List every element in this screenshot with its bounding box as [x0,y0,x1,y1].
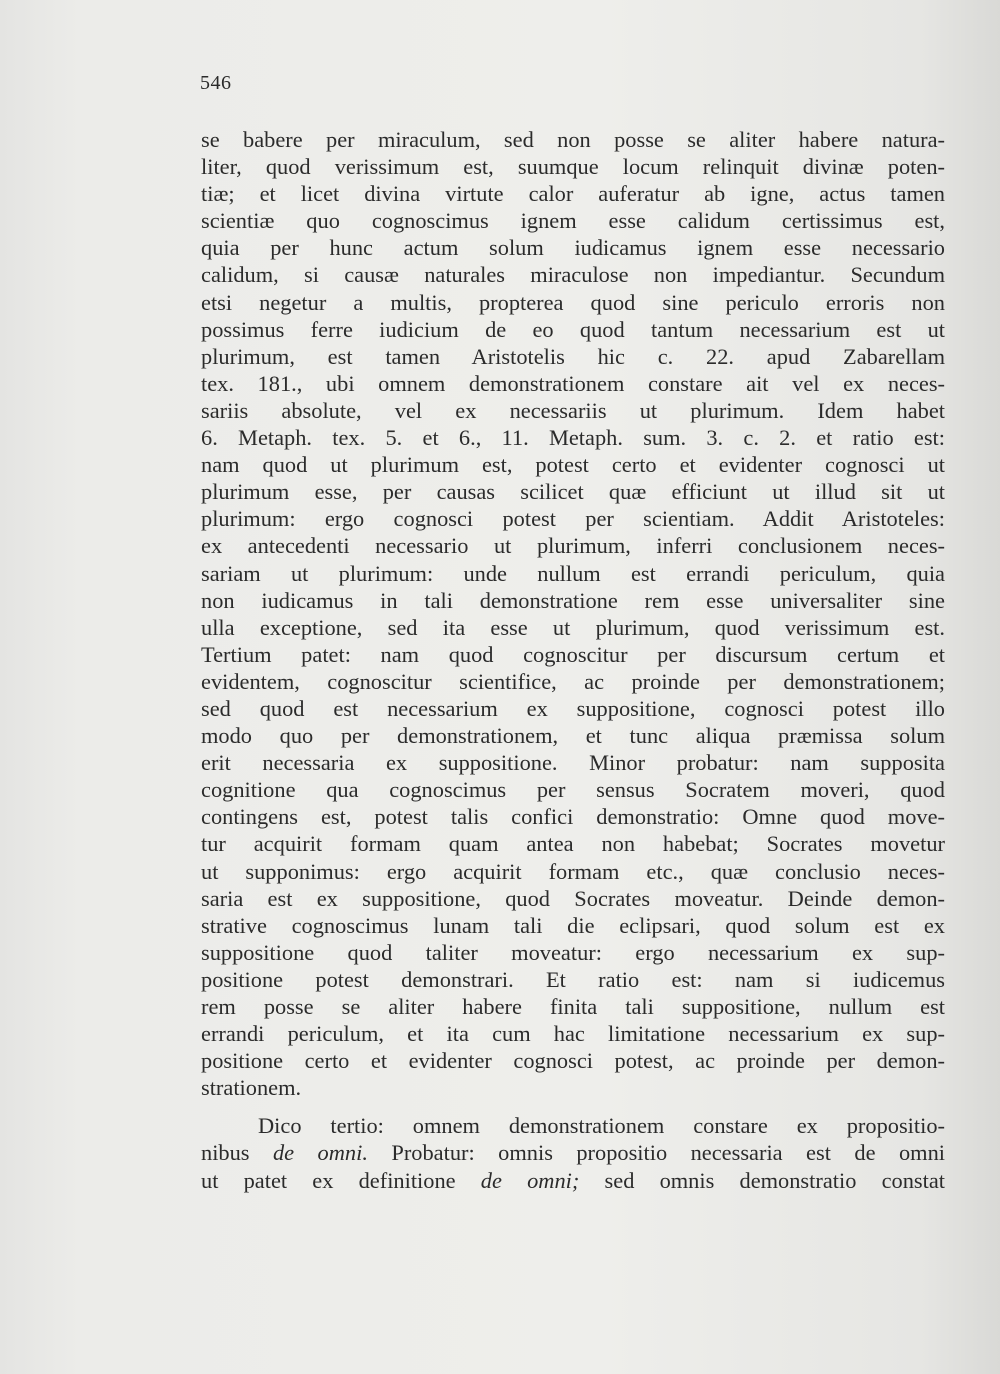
text-run: Probatur: omnis propositio necessaria est de omni [367,1140,945,1166]
text-line: evidentem, cognoscitur scientifice, ac proinde per demonstrationem; [201,668,945,694]
text-line: erit necessaria ex suppositione. Minor probatur: nam supposita [201,750,945,776]
text-line: Tertium patet: nam quod cognoscitur per discursum certum et [201,641,945,667]
text-run: nibus [201,1140,273,1166]
text-line: etsi negetur a multis, propterea quod sine periculo erroris non [201,289,945,315]
text-line: sed quod est necessarium ex suppositione, cognosci potest illo [201,695,945,721]
text-line: se babere per miraculum, sed non posse se aliter habere natura- [201,127,945,152]
text-line: strationem. [201,1075,302,1101]
text-line: positione potest demonstrari. Et ratio est: nam si iudicemus [201,966,945,992]
text-line: strative cognoscimus lunam tali die eclipsari, quod solum est ex [201,912,945,938]
text-line: plurimum: ergo cognosci potest per scientiam. Addit Aristoteles: [201,506,945,532]
text-line: non iudicamus in tali demonstratione rem esse universaliter sine [201,587,945,613]
text-line: sariis absolute, vel ex necessariis ut plurimum. Idem habet [201,397,945,423]
text-line: tex. 181., ubi omnem demonstrationem constare ait vel ex neces- [201,370,945,396]
italic-term: de omni. [272,1140,368,1166]
text-line: saria est ex suppositione, quod Socrates moveatur. Deinde demon- [201,885,945,911]
italic-term: de omni; [480,1167,580,1193]
text-line: 6. Metaph. tex. 5. et 6., 11. Metaph. sum. 3. c. 2. et ratio est: [201,425,945,451]
text-line: modo quo per demonstrationem, et tunc aliqua præmissa solum [201,723,945,749]
text-line: possimus ferre iudicium de eo quod tantum necessarium est ut [201,316,945,342]
text-line: sariam ut plurimum: unde nullum est errandi periculum, quia [201,560,945,586]
text-run: ut patet ex definitione [201,1167,481,1193]
text-line: scientiæ quo cognoscimus ignem esse calidum certissimus est, [201,208,945,234]
text-line [201,1139,945,1166]
text-line: quia per hunc actum solum iudicamus ignem esse necessario [201,235,945,261]
text-line: suppositione quod taliter moveatur: ergo necessarium ex sup- [201,939,945,965]
text-line: errandi periculum, et ita cum hac limitatione necessarium ex sup- [201,1021,945,1047]
text-line: ut supponimus: ergo acquirit formam etc., quæ conclusio neces- [201,858,945,884]
paragraph-2 [201,1112,945,1193]
paragraph-gap [201,1101,945,1112]
paragraph-1 [201,126,945,1101]
text-line: contingens est, potest talis confici demonstratio: Omne quod move- [201,804,945,830]
text-line: plurimum esse, per causas scilicet quæ efficiunt ut illud sit ut [201,479,945,505]
text-line: calidum, si causæ naturales miraculose non impediantur. Secundum [201,262,945,288]
text-line: rem posse se aliter habere finita tali suppositione, nullum est [201,994,945,1019]
text-line: plurimum, est tamen Aristotelis hic c. 22. apud Zabarellam [201,343,945,369]
text-line: tiæ; et licet divina virtute calor auferatur ab igne, actus tamen [201,181,945,207]
text-run: sed omnis demonstratio constat [579,1167,946,1193]
text-line: nam quod ut plurimum est, potest certo et evidenter cognosci ut [201,452,945,478]
text-line: cognitione qua cognoscimus per sensus Socratem moveri, quod [201,777,945,803]
text-line: ulla exceptione, sed ita esse ut plurimum, quod verissimum est. [201,614,945,640]
text-line: tur acquirit formam quam antea non habebat; Socrates movetur [201,831,945,857]
text-line: positione certo et evidenter cognosci potest, ac proinde per demon- [201,1048,945,1074]
text-line [201,1167,945,1194]
body-text [201,126,945,1194]
text-line: ex antecedenti necessario ut plurimum, inferri conclusionem neces- [201,533,945,559]
text-line: liter, quod verissimum est, suumque locum relinquit divinæ poten- [201,154,945,180]
page-number: 546 [200,72,232,94]
text-line: Dico tertio: omnem demonstrationem constare ex propositio- [258,1113,945,1139]
